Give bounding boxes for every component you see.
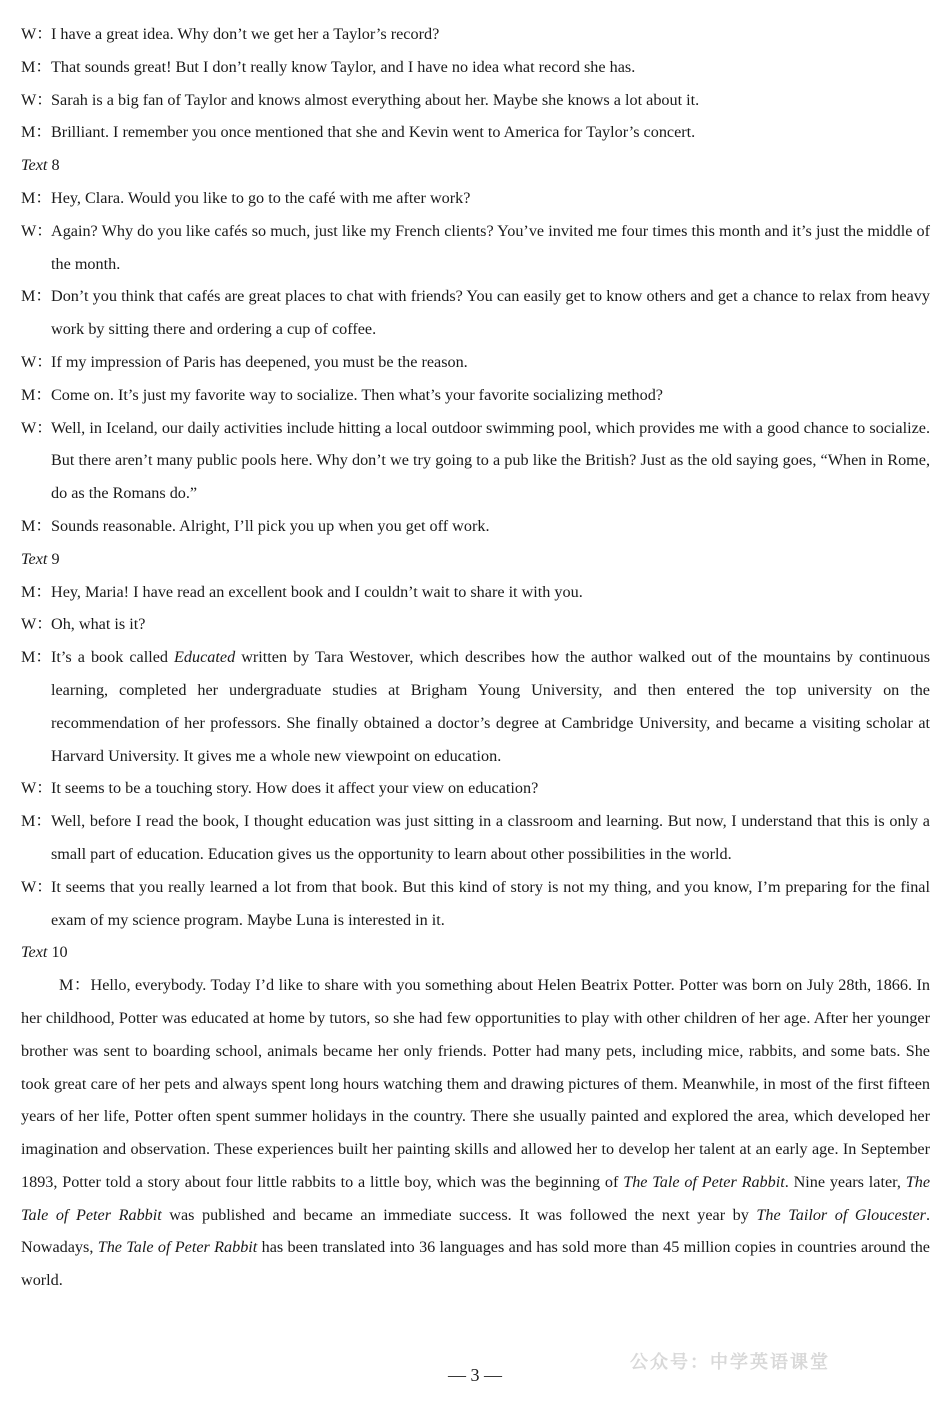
dialogue-text: Come on. It’s just my favorite way to socialize. Then what’s your favorite socializing method? bbox=[51, 385, 663, 404]
dialogue-line bbox=[21, 510, 930, 543]
section-heading-text10: Text 10 bbox=[21, 943, 68, 962]
speaker-label: M： bbox=[21, 57, 52, 76]
dialogue-text: Again? Why do you like cafés so much, just like my French clients? You’ve invited me four times this month and it’s just the middle of the month. bbox=[51, 221, 930, 273]
dialogue-text: Sounds reasonable. Alright, I’ll pick you up when you get off work. bbox=[51, 516, 490, 535]
speaker-label: M： bbox=[21, 812, 52, 831]
speaker-label: W： bbox=[21, 779, 53, 798]
dialogue-line bbox=[21, 215, 930, 281]
text8-dialogue bbox=[21, 182, 930, 543]
dialogue-line bbox=[21, 379, 930, 412]
dialogue-line bbox=[21, 280, 930, 346]
speaker-label: M： bbox=[59, 976, 91, 995]
speaker-label: M： bbox=[21, 516, 52, 535]
dialogue-text: Well, in Iceland, our daily activities include hitting a local outdoor swimming pool, which provides me with a good chance to socialize. But there aren’t many public pools here. Why don’t we try going to a pub like the British? Just as the old saying goes, “When in Rome, do as the Romans do.” bbox=[51, 418, 930, 503]
book-title: The Tale of Peter Rabbit bbox=[623, 1172, 785, 1191]
dialogue-line bbox=[21, 412, 930, 510]
dialogue-line bbox=[21, 346, 930, 379]
section-heading-text8: Text 8 bbox=[21, 156, 60, 175]
speaker-label: M： bbox=[21, 287, 52, 306]
dialogue-line bbox=[21, 805, 930, 871]
dialogue-text: It seems to be a touching story. How does it affect your view on education? bbox=[51, 779, 539, 798]
speaker-label: W： bbox=[21, 90, 53, 109]
dialogue-text: Hey, Maria! I have read an excellent book and I couldn’t wait to share it with you. bbox=[51, 582, 583, 601]
dialogue-line bbox=[21, 84, 930, 117]
dialogue-text: Well, before I read the book, I thought education was just sitting in a classroom and learning. But now, I understand that this is only a small part of education. Education gives us the opportunity to learn about other possibilities in the world. bbox=[51, 812, 930, 863]
dialogue-text: Brilliant. I remember you once mentioned that she and Kevin went to America for Taylor’s concert. bbox=[51, 123, 696, 142]
speaker-label: W： bbox=[21, 25, 53, 43]
speaker-label: W： bbox=[21, 352, 53, 371]
speaker-label: W： bbox=[21, 615, 53, 634]
dialogue-text: Oh, what is it? bbox=[51, 615, 146, 634]
speaker-label: W： bbox=[21, 221, 53, 240]
book-title: The Tailor of Gloucester bbox=[756, 1205, 926, 1224]
dialogue-line bbox=[21, 871, 930, 937]
dialogue-text: I have a great idea. Why don’t we get her a Taylor’s record? bbox=[51, 25, 440, 43]
dialogue-line bbox=[21, 576, 930, 609]
book-title: Educated bbox=[174, 648, 236, 667]
dialogue-line bbox=[21, 641, 930, 772]
speaker-label: W： bbox=[21, 877, 53, 896]
document-page bbox=[21, 18, 930, 1297]
text9-dialogue bbox=[21, 576, 930, 937]
dialogue-text: Hey, Clara. Would you like to go to the café with me after work? bbox=[51, 188, 471, 207]
speaker-label: M： bbox=[21, 582, 52, 601]
speaker-label: M： bbox=[21, 648, 52, 667]
dialogue-text: It’s a book called Educated written by Tara Westover, which describes how the author walked out of the mountains by continuous learning, completed her undergraduate studies at Brigham Young University, and then entered the top university on the recommendation of her professors. She finally obtained a doctor’s degree at Cambridge University, and became a visiting scholar at Harvard University. It gives me a whole new viewpoint on education. bbox=[51, 648, 930, 765]
dialogue-line bbox=[21, 51, 930, 84]
page-number: — 3 — bbox=[448, 1365, 502, 1385]
dialogue-text: That sounds great! But I don’t really know Taylor, and I have no idea what record she has. bbox=[51, 57, 636, 76]
watermark: 公众号：中学英语课堂 bbox=[630, 1352, 830, 1373]
section-heading-text9: Text 9 bbox=[21, 549, 60, 568]
speaker-label: M： bbox=[21, 123, 52, 142]
dialogue-line bbox=[21, 772, 930, 805]
book-title: The Tale of Peter Rabbit bbox=[21, 1172, 930, 1224]
dialogue-text: If my impression of Paris has deepened, you must be the reason. bbox=[51, 352, 468, 371]
speaker-label: M： bbox=[21, 188, 52, 207]
book-title: The Tale of Peter Rabbit bbox=[97, 1238, 258, 1257]
dialogue-text: It seems that you really learned a lot from that book. But this kind of story is not my thing, and you know, I’m preparing for the final exam of my science program. Maybe Luna is interested in it. bbox=[51, 877, 930, 929]
speaker-label: W： bbox=[21, 418, 53, 437]
dialogue-line bbox=[21, 116, 930, 149]
text7-dialogue bbox=[21, 18, 930, 149]
dialogue-text: Don’t you think that cafés are great places to chat with friends? You can easily get to know others and get a chance to relax from heavy work by sitting there and ordering a cup of coffee. bbox=[51, 287, 930, 339]
dialogue-line bbox=[21, 18, 930, 51]
speaker-label: M： bbox=[21, 385, 52, 404]
dialogue-line bbox=[21, 182, 930, 215]
monologue-paragraph: M：Hello, everybody. Today I’d like to share with you something about Helen Beatrix Potter. Potter was born on July 28th, 1866. In her childhood, Potter was educated at home by tutors, so she had few opportunities to play with other children of her age. After her younger brother was sent to boarding school, animals became her only friends. Potter had many pets, including mice, rabbits, and some bats. She took great care of her pets and always spent long hours watching them and drawing pictures of them. Meanwhile, in most of the first fifteen years of her life, Potter often spent summer holidays in the country. There she usually painted and explored the area, which developed her imagination and observation. These experiences built her painting skills and allowed her to develop her talent at an early age. In September 1893, Potter told a story about four little rabbits to a little boy, which was the beginning of The Tale of Peter Rabbit. Nine years later, The Tale of Peter Rabbit was published and became an immediate success. It was followed the next year by The Tailor of Gloucester. Nowadays, The Tale of Peter Rabbit has been translated into 36 languages and has sold more than 45 million copies in countries around the world. bbox=[21, 976, 931, 1290]
dialogue-text: Sarah is a big fan of Taylor and knows almost everything about her. Maybe she knows a lot about it. bbox=[51, 90, 700, 109]
dialogue-line bbox=[21, 608, 930, 641]
